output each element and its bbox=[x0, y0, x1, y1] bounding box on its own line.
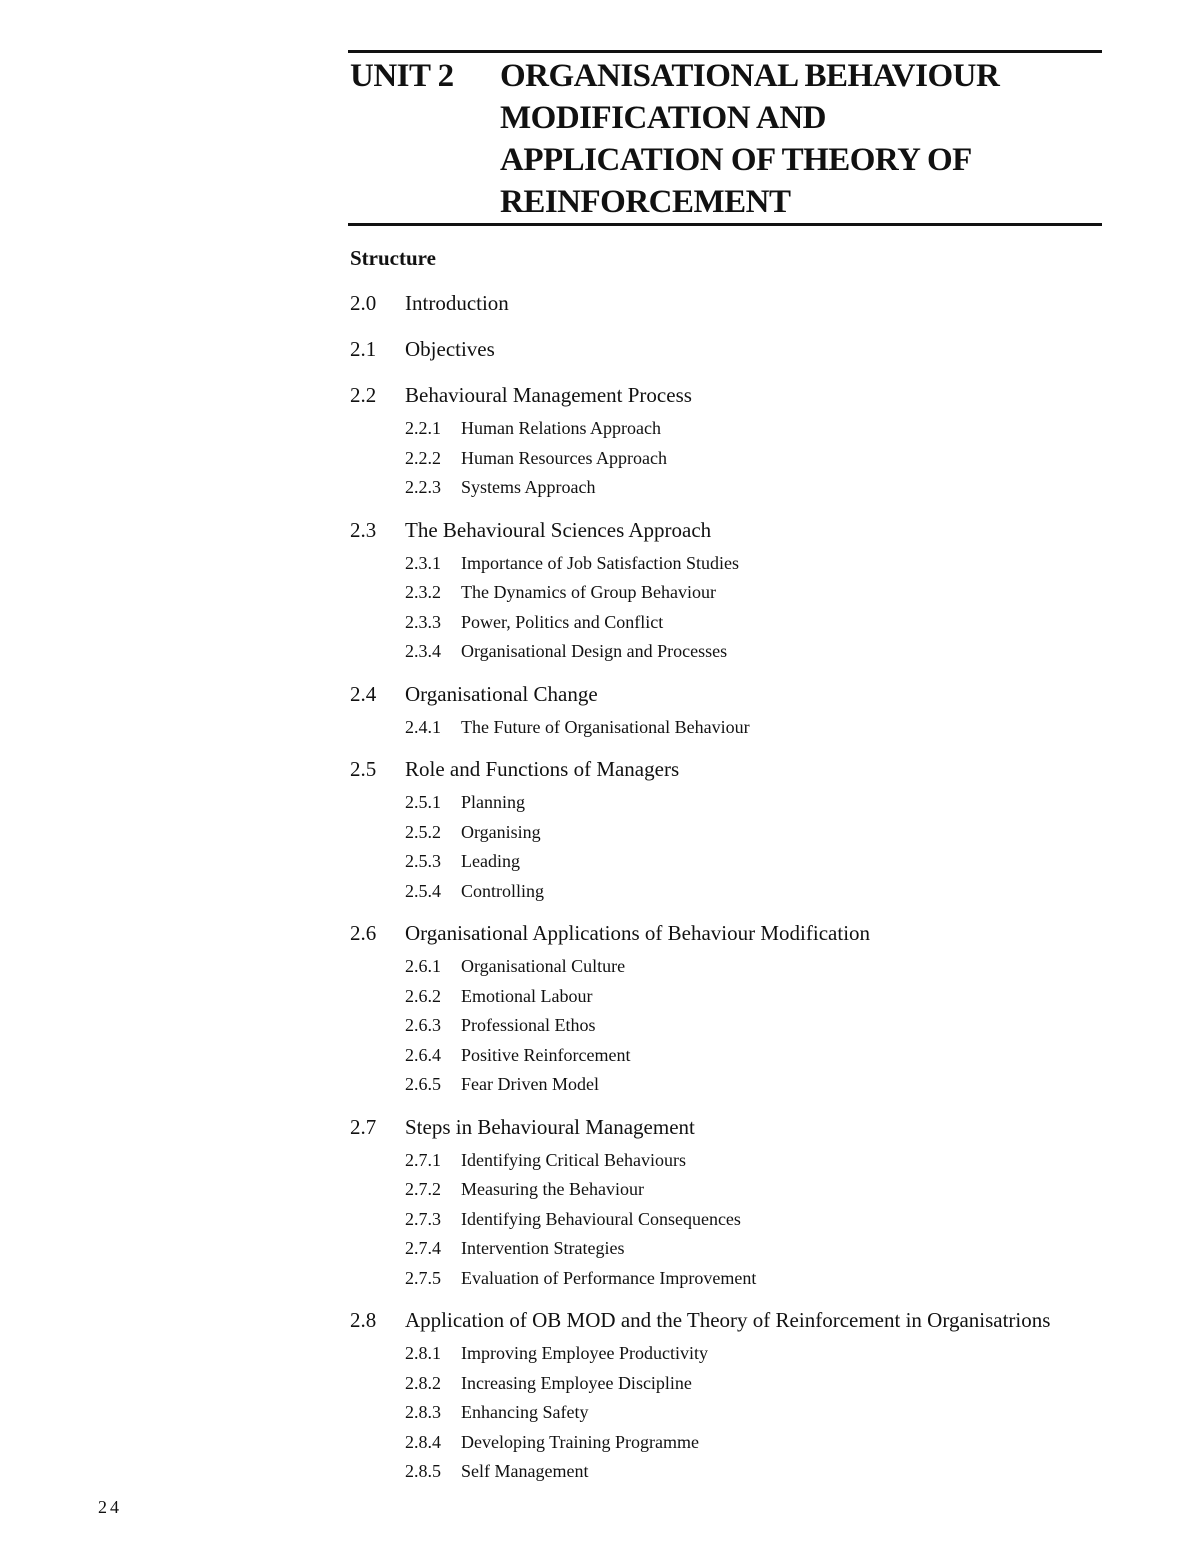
subsection-title: Organising bbox=[461, 821, 541, 842]
subsection-title: Identifying Critical Behaviours bbox=[461, 1149, 686, 1170]
toc-section-row bbox=[350, 1301, 1110, 1339]
subsection-number: 2.7.1 bbox=[405, 1149, 441, 1170]
subsection-title: Positive Reinforcement bbox=[461, 1044, 631, 1065]
subsection-row bbox=[405, 1457, 1110, 1487]
subsection-row bbox=[405, 473, 1110, 503]
subsection-title: Power, Politics and Conflict bbox=[461, 611, 664, 632]
subsection-title: Planning bbox=[461, 792, 526, 812]
subsection-number: 2.8.1 bbox=[405, 1343, 441, 1363]
subsection-title: Organisational Design and Processes bbox=[461, 641, 728, 661]
subsection-title: Increasing Employee Discipline bbox=[461, 1372, 692, 1393]
toc-section-row bbox=[350, 1108, 1110, 1146]
subsection-row bbox=[405, 444, 1110, 474]
subsection-title: The Dynamics of Group Behaviour bbox=[461, 582, 716, 602]
subsection-title: Human Relations Approach bbox=[461, 418, 661, 438]
subsection-number: 2.5.1 bbox=[405, 792, 441, 812]
unit-title-line: REINFORCEMENT bbox=[500, 184, 791, 220]
section-number: 2.6 bbox=[350, 921, 377, 945]
subsection-row bbox=[405, 414, 1110, 444]
toc-section-row bbox=[350, 284, 1110, 322]
subsection-list bbox=[350, 713, 1110, 743]
toc-section bbox=[350, 376, 1110, 503]
subsection-title: Leading bbox=[461, 851, 520, 871]
subsection-number: 2.6.5 bbox=[405, 1074, 441, 1094]
toc-section bbox=[350, 1301, 1110, 1487]
unit-label: UNIT 2 bbox=[350, 58, 454, 94]
subsection-row bbox=[405, 1428, 1110, 1458]
toc-section-row bbox=[350, 750, 1110, 788]
subsection-number: 2.2.3 bbox=[405, 477, 441, 497]
subsection-title: Measuring the Behaviour bbox=[461, 1179, 644, 1199]
subsection-number: 2.2.2 bbox=[405, 447, 441, 468]
subsection-number: 2.8.3 bbox=[405, 1402, 441, 1422]
subsection-title: Enhancing Safety bbox=[461, 1402, 589, 1422]
toc-section bbox=[350, 914, 1110, 1100]
subsection-row bbox=[405, 847, 1110, 877]
subsection-number: 2.6.4 bbox=[405, 1044, 441, 1065]
toc-section bbox=[350, 1108, 1110, 1294]
subsection-row bbox=[405, 982, 1110, 1012]
subsection-list bbox=[350, 1146, 1110, 1294]
subsection-row bbox=[405, 1011, 1110, 1041]
subsection-title: Improving Employee Productivity bbox=[461, 1343, 708, 1363]
subsection-list bbox=[350, 549, 1110, 667]
subsection-number: 2.3.2 bbox=[405, 582, 441, 602]
subsection-title: Intervention Strategies bbox=[461, 1238, 625, 1258]
subsection-number: 2.2.1 bbox=[405, 418, 441, 438]
table-of-contents bbox=[350, 284, 1110, 1495]
subsection-number: 2.8.4 bbox=[405, 1431, 441, 1452]
subsection-number: 2.7.3 bbox=[405, 1208, 441, 1229]
toc-section bbox=[350, 330, 1110, 368]
header-bottom-rule bbox=[348, 223, 1102, 226]
subsection-number: 2.3.1 bbox=[405, 552, 441, 573]
subsection-row bbox=[405, 818, 1110, 848]
toc-section-row bbox=[350, 330, 1110, 368]
header-top-rule bbox=[348, 50, 1102, 53]
section-title: Role and Functions of Managers bbox=[405, 757, 680, 781]
subsection-row bbox=[405, 608, 1110, 638]
structure-heading: Structure bbox=[350, 246, 436, 270]
section-number: 2.5 bbox=[350, 757, 377, 781]
subsection-title: Controlling bbox=[461, 880, 545, 901]
subsection-number: 2.7.5 bbox=[405, 1267, 441, 1288]
subsection-row bbox=[405, 578, 1110, 608]
subsection-row bbox=[405, 952, 1110, 982]
section-number: 2.8 bbox=[350, 1308, 377, 1332]
subsection-title: Human Resources Approach bbox=[461, 447, 667, 468]
toc-section bbox=[350, 284, 1110, 322]
toc-section-row bbox=[350, 511, 1110, 549]
subsection-title: Systems Approach bbox=[461, 477, 596, 497]
subsection-row bbox=[405, 1175, 1110, 1205]
section-number: 2.4 bbox=[350, 681, 377, 706]
subsection-title: Evaluation of Performance Improvement bbox=[461, 1267, 757, 1288]
subsection-row bbox=[405, 713, 1110, 743]
subsection-title: The Future of Organisational Behaviour bbox=[461, 716, 750, 737]
page-number: 24 bbox=[98, 1497, 122, 1517]
subsection-number: 2.5.2 bbox=[405, 821, 441, 842]
section-title: Objectives bbox=[405, 337, 495, 361]
toc-section bbox=[350, 750, 1110, 906]
section-title: Behavioural Management Process bbox=[405, 383, 692, 407]
subsection-number: 2.5.3 bbox=[405, 851, 441, 871]
unit-title-line: ORGANISATIONAL BEHAVIOUR bbox=[500, 58, 1000, 94]
unit-title-line: APPLICATION OF THEORY OF bbox=[500, 142, 972, 178]
toc-section-row bbox=[350, 675, 1110, 713]
section-title: Steps in Behavioural Management bbox=[405, 1114, 695, 1139]
subsection-row bbox=[405, 1070, 1110, 1100]
unit-title bbox=[500, 55, 1100, 223]
subsection-number: 2.8.2 bbox=[405, 1372, 441, 1393]
section-number: 2.3 bbox=[350, 517, 377, 542]
subsection-row bbox=[405, 1205, 1110, 1235]
section-title: Application of OB MOD and the Theory of Reinforcement in Organisatrions bbox=[405, 1308, 1051, 1332]
subsection-title: Professional Ethos bbox=[461, 1015, 596, 1035]
subsection-row bbox=[405, 1339, 1110, 1369]
section-title: The Behavioural Sciences Approach bbox=[405, 517, 712, 542]
subsection-title: Developing Training Programme bbox=[461, 1431, 699, 1452]
subsection-row bbox=[405, 877, 1110, 907]
section-title: Introduction bbox=[405, 291, 509, 315]
subsection-number: 2.7.2 bbox=[405, 1179, 441, 1199]
subsection-number: 2.6.2 bbox=[405, 985, 441, 1006]
subsection-row bbox=[405, 1264, 1110, 1294]
subsection-title: Self Management bbox=[461, 1461, 589, 1481]
subsection-number: 2.8.5 bbox=[405, 1461, 441, 1481]
subsection-number: 2.6.3 bbox=[405, 1015, 441, 1035]
subsection-list bbox=[350, 1339, 1110, 1487]
subsection-row bbox=[405, 1398, 1110, 1428]
subsection-title: Organisational Culture bbox=[461, 956, 626, 976]
subsection-title: Emotional Labour bbox=[461, 985, 593, 1006]
subsection-row bbox=[405, 1146, 1110, 1176]
subsection-title: Identifying Behavioural Consequences bbox=[461, 1208, 741, 1229]
subsection-title: Fear Driven Model bbox=[461, 1074, 599, 1094]
section-number: 2.0 bbox=[350, 291, 377, 315]
subsection-title: Importance of Job Satisfaction Studies bbox=[461, 552, 739, 573]
subsection-row bbox=[405, 788, 1110, 818]
toc-section bbox=[350, 675, 1110, 743]
subsection-number: 2.3.3 bbox=[405, 611, 441, 632]
subsection-row bbox=[405, 1041, 1110, 1071]
subsection-row bbox=[405, 549, 1110, 579]
subsection-number: 2.3.4 bbox=[405, 641, 441, 661]
toc-section-row bbox=[350, 914, 1110, 952]
section-title: Organisational Applications of Behaviour Modification bbox=[405, 921, 871, 945]
toc-section bbox=[350, 511, 1110, 667]
unit-title-line: MODIFICATION AND bbox=[500, 100, 826, 136]
section-number: 2.7 bbox=[350, 1114, 377, 1139]
section-title: Organisational Change bbox=[405, 681, 598, 706]
subsection-row bbox=[405, 1369, 1110, 1399]
subsection-row bbox=[405, 637, 1110, 667]
subsection-number: 2.5.4 bbox=[405, 880, 441, 901]
subsection-row bbox=[405, 1234, 1110, 1264]
subsection-number: 2.7.4 bbox=[405, 1238, 441, 1258]
section-number: 2.1 bbox=[350, 337, 377, 361]
subsection-list bbox=[350, 414, 1110, 503]
subsection-list bbox=[350, 952, 1110, 1100]
toc-section-row bbox=[350, 376, 1110, 414]
subsection-number: 2.6.1 bbox=[405, 956, 441, 976]
subsection-list bbox=[350, 788, 1110, 906]
subsection-number: 2.4.1 bbox=[405, 716, 441, 737]
section-number: 2.2 bbox=[350, 383, 377, 407]
